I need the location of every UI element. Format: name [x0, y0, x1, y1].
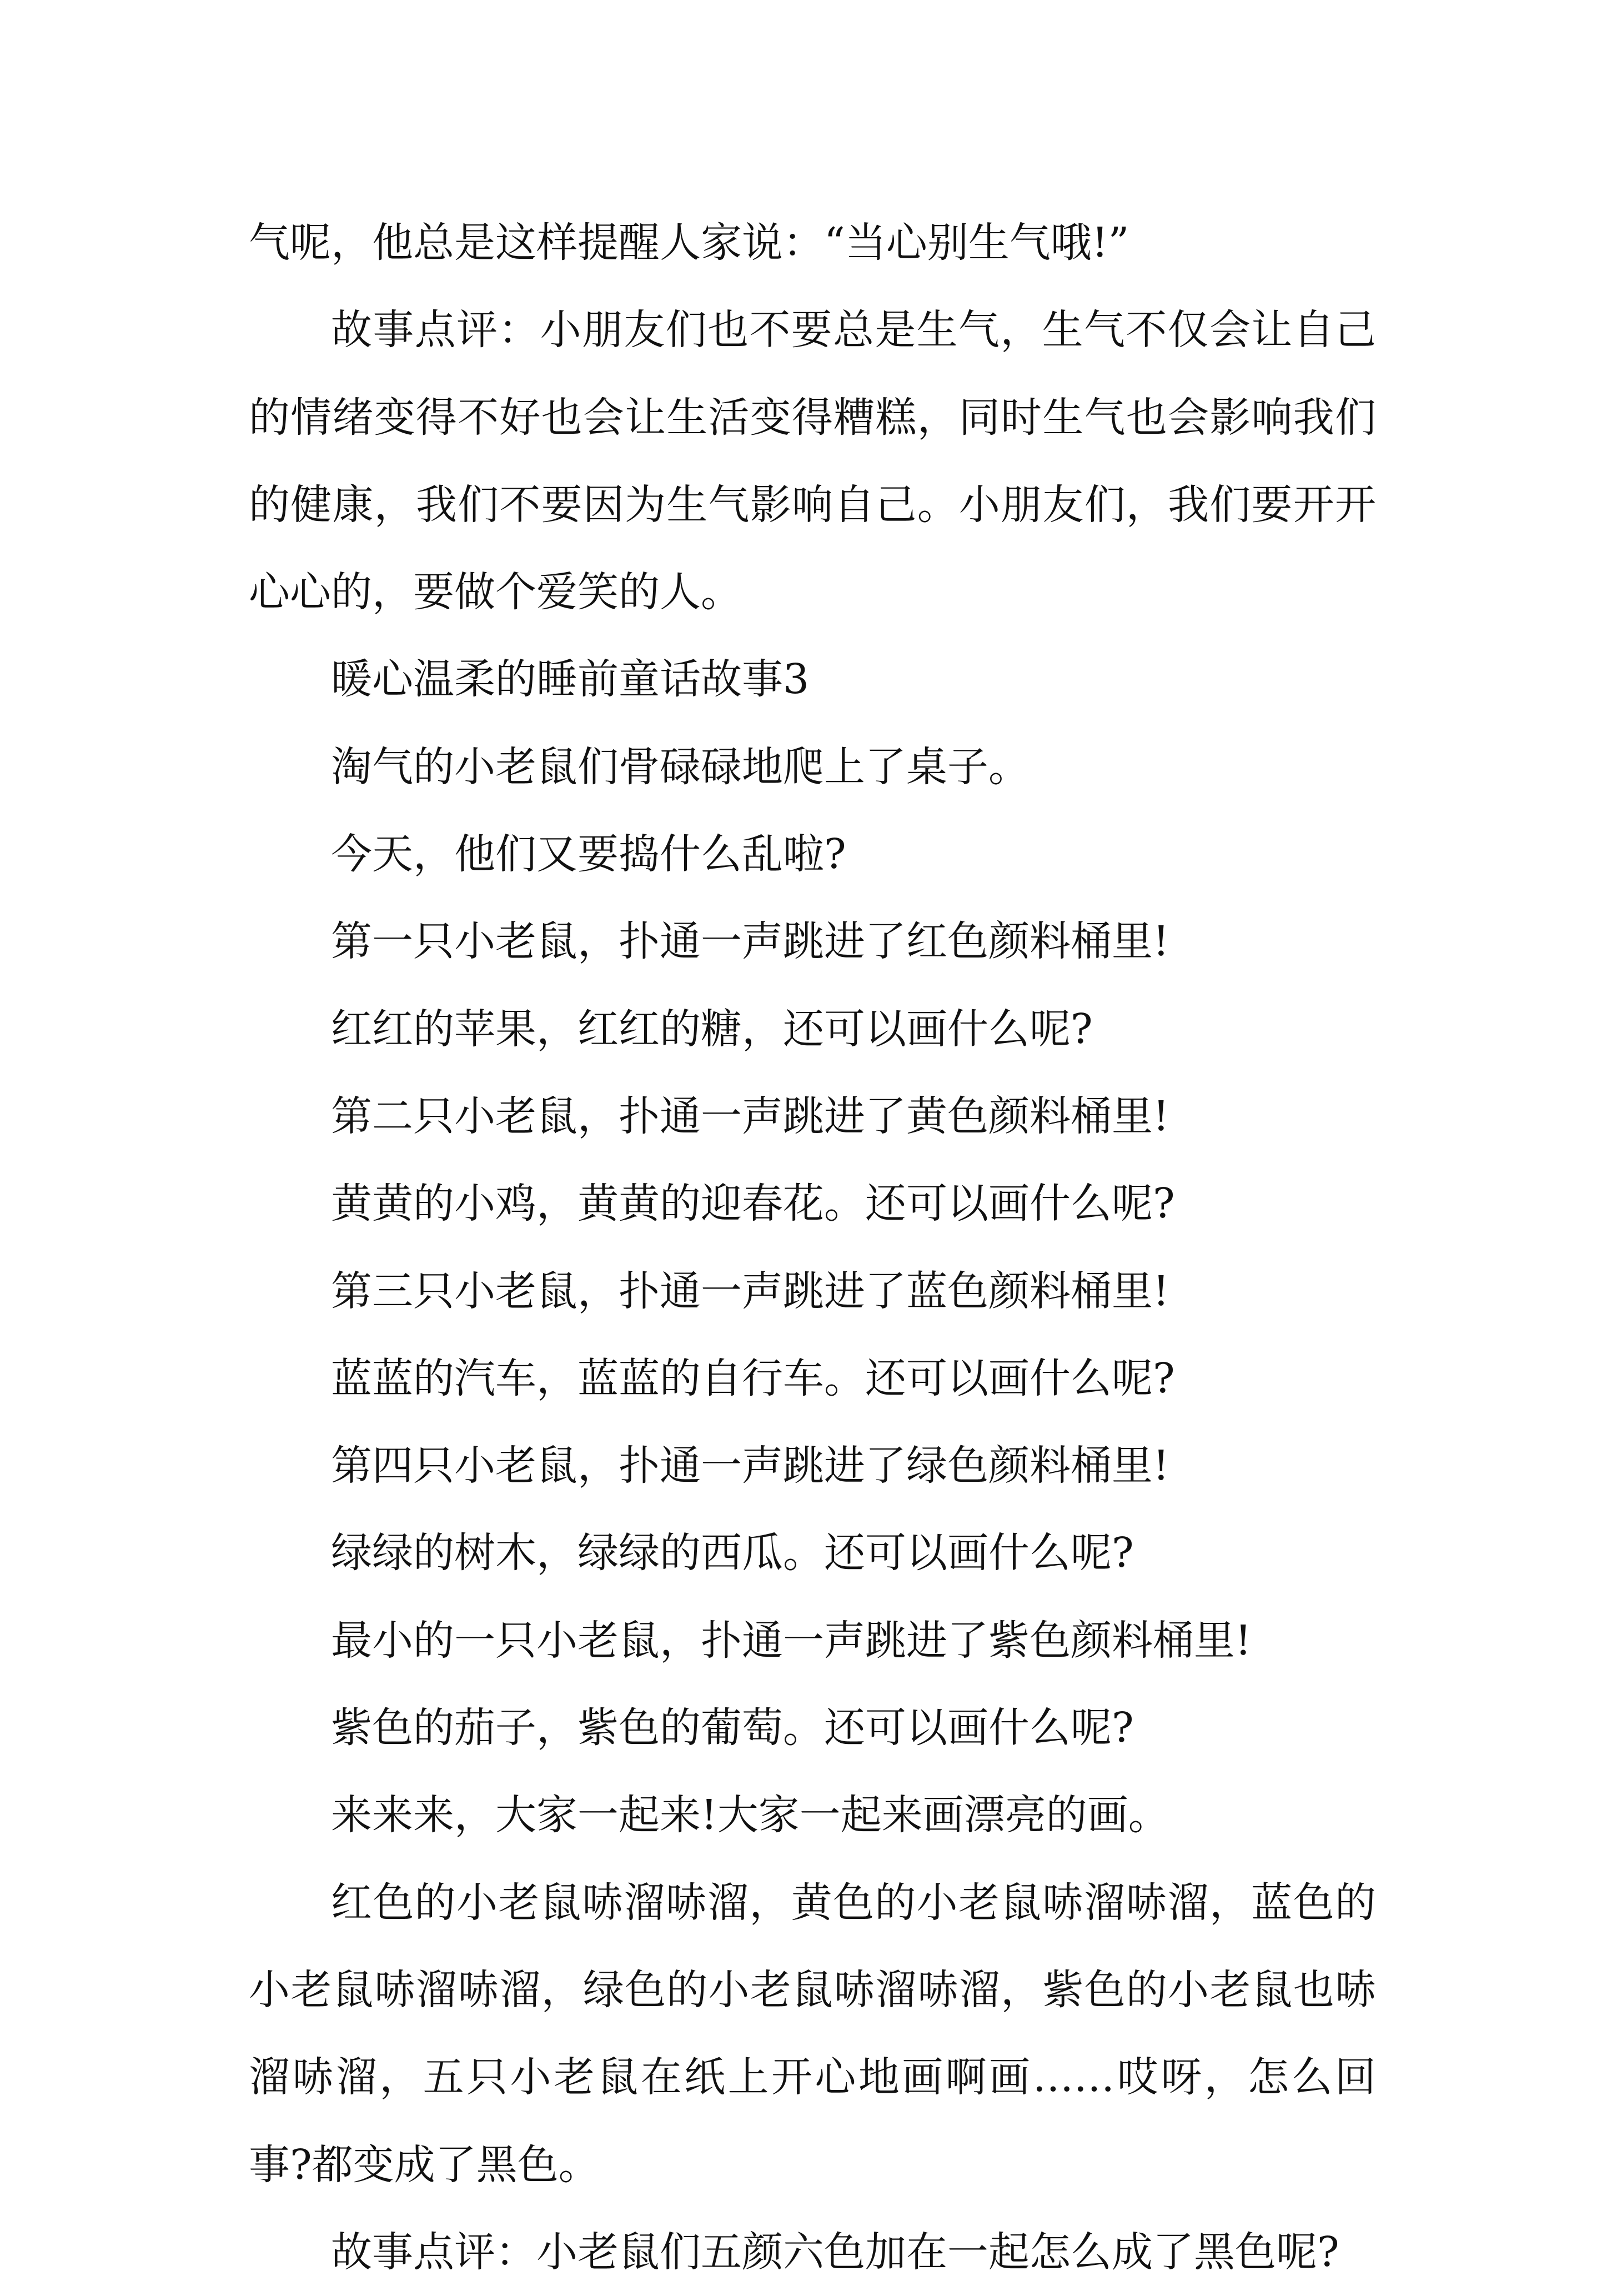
paragraph: 第四只小老鼠，扑通一声跳进了绿色颜料桶里! — [331, 1442, 1169, 1490]
paragraph: 红色的小老鼠哧溜哧溜，黄色的小老鼠哧溜哧溜，蓝色的小老鼠哧溜哧溜，绿色的小老鼠哧溜哧溜，紫色的小老鼠也哧溜哧溜，五只小老鼠在纸上开心地画啊画……哎呀，怎么回事?都变成了黑色。 — [249, 1878, 1376, 2189]
paragraph: 红红的苹果，红红的糖，还可以画什么呢? — [331, 1005, 1093, 1053]
paragraph: 来来来，大家一起来!大家一起来画漂亮的画。 — [331, 1791, 1169, 1839]
paragraph: 绿绿的树木，绿绿的西瓜。还可以画什么呢? — [331, 1529, 1134, 1577]
paragraph: 第三只小老鼠，扑通一声跳进了蓝色颜料桶里! — [331, 1267, 1169, 1315]
paragraph: 黄黄的小鸡，黄黄的迎春花。还可以画什么呢? — [331, 1180, 1175, 1228]
story-commentary: 故事点评：小朋友们也不要总是生气，生气不仅会让自己的情绪变得不好也会让生活变得糟糕，同时生气也会影响我们的健康，我们不要因为生气影响自己。小朋友们，我们要开开心心的，要做个爱笑的人。 — [249, 306, 1376, 616]
paragraph: 淘气的小老鼠们骨碌碌地爬上了桌子。 — [331, 743, 1030, 791]
paragraph: 今天，他们又要捣什么乱啦? — [331, 830, 846, 879]
paragraph: 第一只小老鼠，扑通一声跳进了红色颜料桶里! — [331, 918, 1169, 966]
paragraph: 气呢，他总是这样提醒人家说：“当心别生气哦!” — [249, 219, 1129, 267]
paragraph: 最小的一只小老鼠，扑通一声跳进了紫色颜料桶里! — [331, 1616, 1252, 1665]
story-commentary: 故事点评：小老鼠们五颜六色加在一起怎么成了黑色呢? — [331, 2228, 1339, 2276]
paragraph: 蓝蓝的汽车，蓝蓝的自行车。还可以画什么呢? — [331, 1354, 1175, 1402]
paragraph: 紫色的茄子，紫色的葡萄。还可以画什么呢? — [331, 1704, 1134, 1752]
paragraph: 第二只小老鼠，扑通一声跳进了黄色颜料桶里! — [331, 1092, 1169, 1140]
story-text — [249, 199, 1376, 2296]
story-title: 暖心温柔的睡前童话故事3 — [331, 655, 810, 704]
